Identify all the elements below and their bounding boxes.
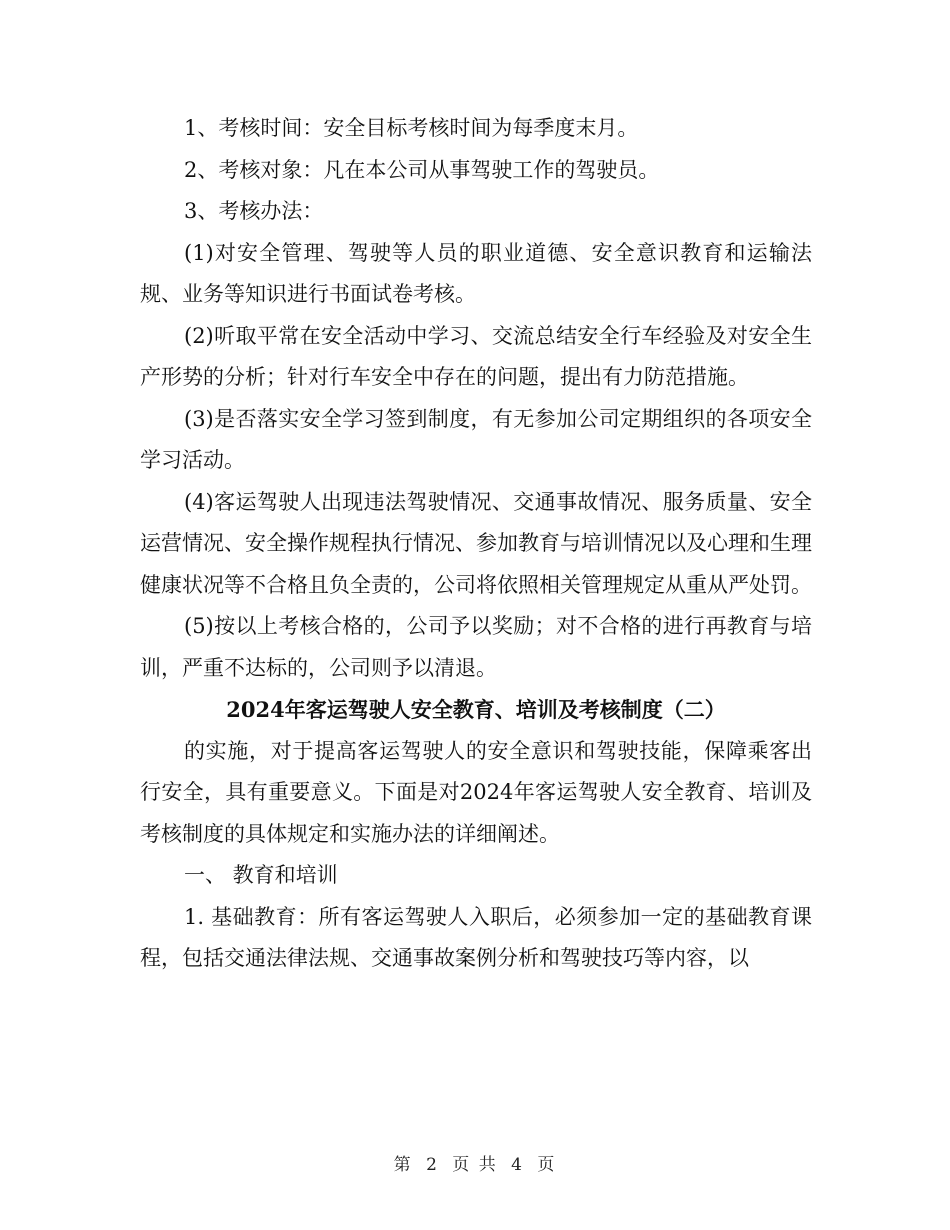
document-body	[140, 108, 812, 980]
section-title: 2024年客运驾驶人安全教育、培训及考核制度（二）	[226, 697, 726, 722]
paragraph-assessment-target: 2、考核对象：凡在本公司从事驾驶工作的驾驶员。	[184, 157, 660, 182]
paragraph-method-item-4: (4)客运驾驶人出现违法驾驶情况、交通事故情况、服务质量、安全运营情况、安全操作规程执行情况、参加教育与培训情况以及心理和生理健康状况等不合格且负全责的，公司将依照相关管理规定从重从严处罚。	[140, 489, 812, 597]
footer-current-page: 2	[426, 1155, 439, 1175]
paragraph-method-item-3: (3)是否落实安全学习签到制度，有无参加公司定期组织的各项安全学习活动。	[140, 406, 812, 472]
paragraph-method-item-5: (5)按以上考核合格的，公司予以奖励；对不合格的进行再教育与培训，严重不达标的，公司则予以清退。	[140, 614, 812, 680]
paragraph-assessment-method: 3、考核办法：	[184, 199, 324, 223]
paragraph-assessment-time: 1、考核时间：安全目标考核时间为每季度末月。	[184, 116, 639, 140]
paragraph-basic-education: 1. 基础教育：所有客运驾驶人入职后，必须参加一定的基础教育课程，包括交通法律法规、交通事故案例分析和驾驶技巧等内容，以	[140, 904, 812, 970]
section-intro-paragraph: 的实施，对于提高客运驾驶人的安全意识和驾驶技能，保障乘客出行安全，具有重要意义。下面是对2024年客运驾驶人安全教育、培训及考核制度的具体规定和实施办法的详细阐述。	[140, 738, 812, 846]
page-footer	[0, 1150, 950, 1175]
subheading-education-training: 一、 教育和培训	[184, 863, 338, 887]
footer-middle: 页 共	[452, 1155, 498, 1175]
footer-suffix: 页	[537, 1155, 557, 1175]
paragraph-method-item-1: (1)对安全管理、驾驶等人员的职业道德、安全意识教育和运输法规、业务等知识进行书面试卷考核。	[140, 240, 812, 306]
paragraph-method-item-2: (2)听取平常在安全活动中学习、交流总结安全行车经验及对安全生产形势的分析；针对行车安全中存在的问题，提出有力防范措施。	[140, 323, 812, 389]
footer-prefix: 第	[393, 1155, 413, 1175]
footer-total-pages: 4	[511, 1155, 524, 1175]
